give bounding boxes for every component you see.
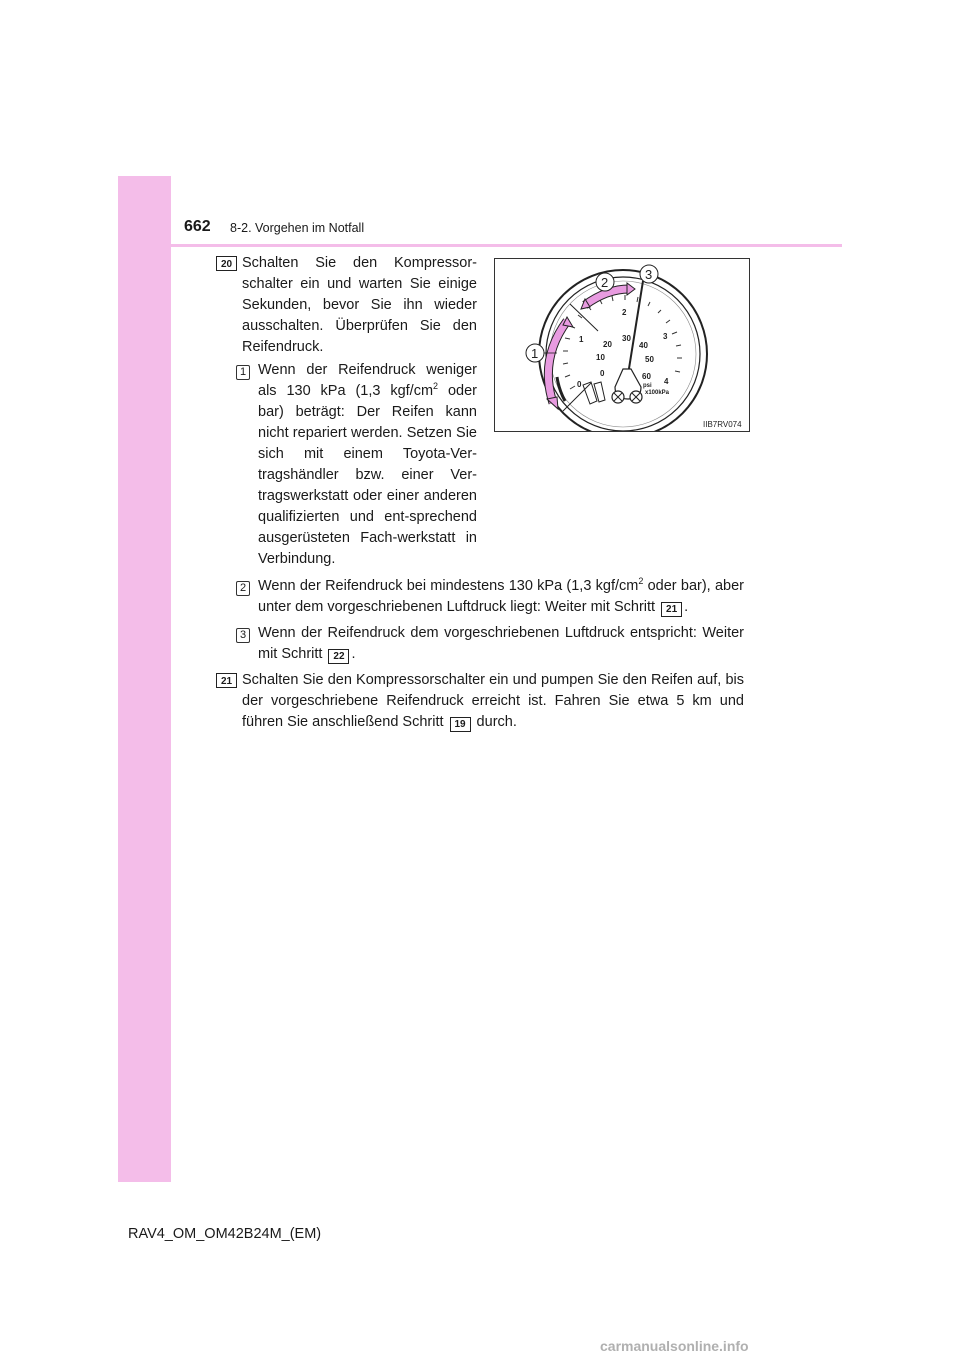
sidebar-band xyxy=(118,176,171,1182)
inner-label-30: 30 xyxy=(622,334,631,343)
step-badge-21: 21 xyxy=(216,673,237,688)
step-20-text: Schalten Sie den Kompressor-schalter ein und warten Sie einige Sekunden, bevor Sie ihn wieder ausschalten. Überprüfen Sie den Reifendruck. xyxy=(242,255,477,355)
inner-label-0: 0 xyxy=(600,369,605,378)
inner-label-40: 40 xyxy=(639,341,648,350)
watermark-logo: carmanualsonline.info xyxy=(600,1338,749,1354)
case-2-badge: 2 xyxy=(236,581,250,596)
doc-id: RAV4_OM_OM42B24M_(EM) xyxy=(128,1226,322,1242)
outer-label-0: 0 xyxy=(577,380,582,389)
outer-label-1: 1 xyxy=(579,335,584,344)
case-2-text: Wenn der Reifendruck bei mindestens 130 kPa (1,3 kgf/$cm^2$ oder bar), aber unter dem vorgeschriebenen Luftdruck liegt: Weiter mit Schritt 21 . xyxy=(258,576,744,615)
unit-kpa: x100kPa xyxy=(645,390,670,396)
case-1-badge: 1 xyxy=(236,365,250,380)
svg-text:3: 3 xyxy=(645,267,653,282)
header-rule xyxy=(118,244,842,247)
inner-label-20: 20 xyxy=(603,340,612,349)
outer-label-2: 2 xyxy=(622,308,627,317)
case-3-text: Wenn der Reifendruck dem vorgeschriebenen Luftdruck entspricht: Weiter mit Schritt 22 . xyxy=(258,625,744,662)
section-title: 8-2. Vorgehen im Notfall xyxy=(230,221,365,235)
case-1-text: Wenn der Reifendruck weniger als 130 kPa (1,3 kgf/$cm^2$ oder bar) beträgt: Der Reifen kann nicht repariert werden. Setzen Sie sich mit einem Toyota-Ver-tragshändler bzw. einer Ver-tragswerkstatt oder einer anderen qualifizierten und ent-sprechend ausgerüsteten Fach-werkstatt in Verbindung. xyxy=(258,362,477,567)
outer-label-4: 4 xyxy=(664,377,669,386)
case-3-badge: 3 xyxy=(236,628,250,643)
unit-psi: psi xyxy=(643,383,652,389)
outer-label-3: 3 xyxy=(663,332,668,341)
svg-text:2: 2 xyxy=(601,275,609,290)
figure-code: IIB7RV074 xyxy=(703,420,742,429)
inner-label-10: 10 xyxy=(596,353,605,362)
step-21-text: Schalten Sie den Kompressorschalter ein und pumpen Sie den Reifen auf, bis der vorgeschriebene Reifendruck erreicht ist. Fahren Sie etwa 5 km und führen Sie anschließend Schritt 19 durch. xyxy=(242,672,744,730)
step-ref-21[interactable]: 21 xyxy=(661,602,682,617)
step-badge-20: 20 xyxy=(216,256,237,271)
svg-text:1: 1 xyxy=(531,346,539,361)
inner-label-60: 60 xyxy=(642,372,651,381)
page-number: 662 xyxy=(184,218,211,235)
step-ref-22[interactable]: 22 xyxy=(328,649,349,664)
step-ref-19[interactable]: 19 xyxy=(450,717,471,732)
tire-pressure-gauge-figure xyxy=(494,258,750,432)
inner-label-50: 50 xyxy=(645,355,654,364)
